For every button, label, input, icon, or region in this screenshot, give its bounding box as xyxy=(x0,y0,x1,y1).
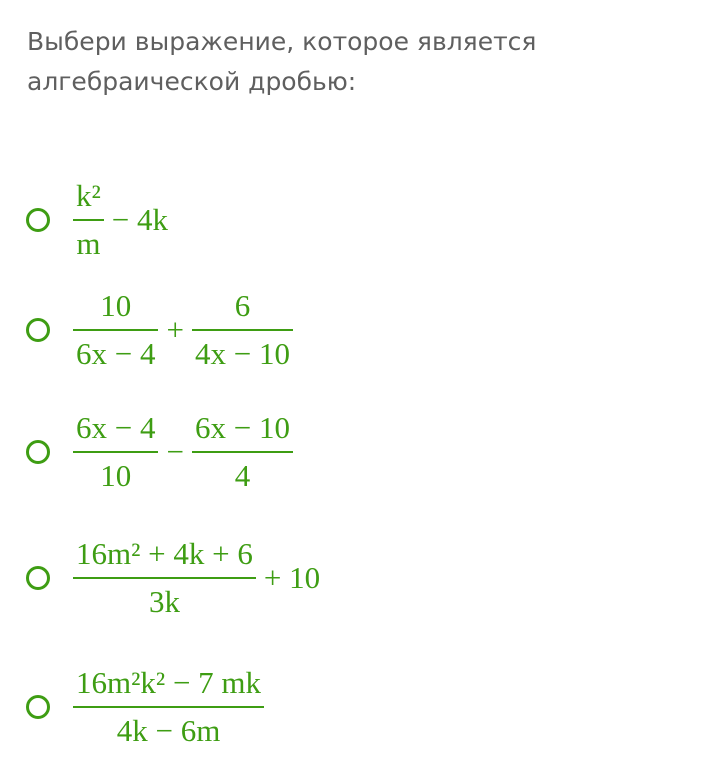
expression-tail: + 10 xyxy=(263,560,321,595)
numerator: 16m²k² − 7 mk xyxy=(76,665,262,700)
numerator: 16m² + 4k + 6 xyxy=(76,536,253,571)
numerator: k² xyxy=(76,178,101,213)
fraction-2 xyxy=(192,410,293,494)
denominator: 4 xyxy=(234,458,251,493)
fraction-1 xyxy=(73,410,158,494)
fraction-2 xyxy=(192,288,293,372)
expression-option-2 xyxy=(73,288,293,372)
expression-option-3 xyxy=(73,410,293,494)
radio-button-option-2[interactable] xyxy=(26,318,50,342)
denominator: 6x − 4 xyxy=(76,336,156,371)
fraction-1 xyxy=(73,288,158,372)
denominator: m xyxy=(76,226,101,261)
operator: + xyxy=(166,312,184,347)
answer-option-3[interactable] xyxy=(26,410,293,494)
expression-option-1 xyxy=(73,178,168,262)
answer-option-5[interactable] xyxy=(26,665,264,749)
question-text: Выбери выражение, которое является алгебраической дробью: xyxy=(27,27,537,96)
fraction xyxy=(73,536,256,620)
radio-button-option-5[interactable] xyxy=(26,695,50,719)
radio-button-option-3[interactable] xyxy=(26,440,50,464)
denominator: 3k xyxy=(148,584,180,619)
answer-option-4[interactable] xyxy=(26,536,320,620)
numerator: 6x − 10 xyxy=(194,410,290,445)
expression-tail: − 4k xyxy=(111,202,169,237)
denominator: 4k − 6m xyxy=(116,713,221,748)
expression-option-5 xyxy=(73,665,264,749)
operator: − xyxy=(166,434,184,469)
numerator: 10 xyxy=(100,288,132,323)
denominator: 10 xyxy=(100,458,132,493)
radio-button-option-1[interactable] xyxy=(26,208,50,232)
numerator: 6x − 4 xyxy=(76,410,156,445)
fraction xyxy=(73,665,264,749)
radio-button-option-4[interactable] xyxy=(26,566,50,590)
fraction xyxy=(73,178,104,262)
answer-option-2[interactable] xyxy=(26,288,293,372)
answer-option-1[interactable] xyxy=(26,178,168,262)
denominator: 4x − 10 xyxy=(194,336,290,371)
expression-option-4 xyxy=(73,536,320,620)
numerator: 6 xyxy=(234,288,251,323)
